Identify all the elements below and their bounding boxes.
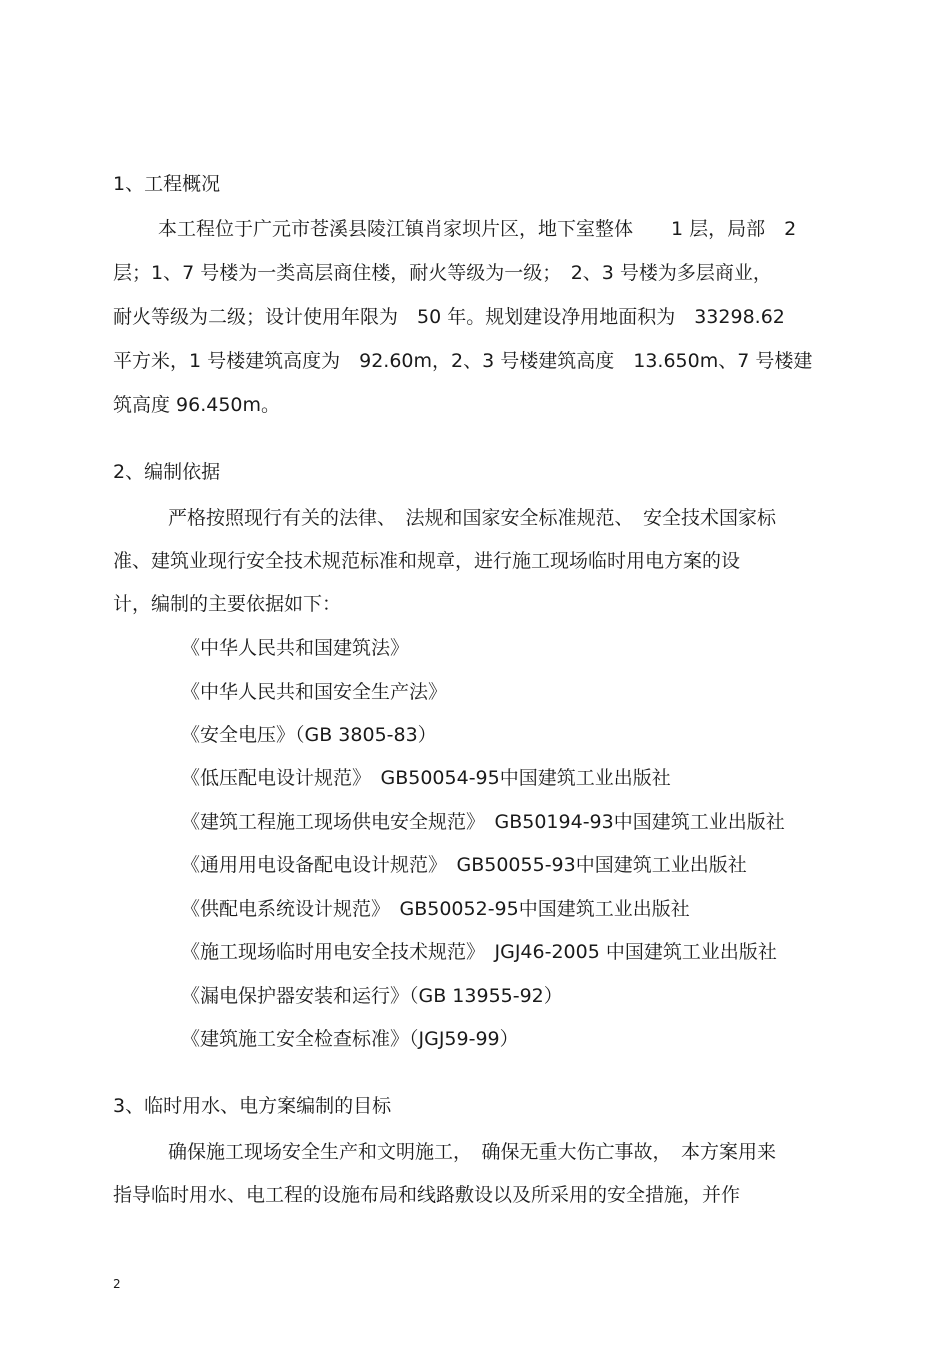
section-3-heading: 3、临时用水、电方案编制的目标 [113,1095,392,1117]
section-2-line-1: 严格按照现行有关的法律、 法规和国家安全标准规范、 安全技术国家标 [168,507,777,529]
page-number: 2 [113,1277,121,1291]
section-2-line-3: 计，编制的主要依据如下： [113,593,342,615]
reference-item: 《施工现场临时用电安全技术规范》 JGJ46-2005 中国建筑工业出版社 [181,941,777,963]
section-3-line-1: 确保施工现场安全生产和文明施工， 确保无重大伤亡事故， 本方案用来 [168,1141,777,1163]
reference-item: 《低压配电设计规范》 GB50054-95中国建筑工业出版社 [181,767,671,789]
section-3-line-2: 指导临时用水、电工程的设施布局和线路敷设以及所采用的安全措施，并作 [113,1184,741,1206]
reference-item: 《安全电压》（GB 3805-83） [181,724,437,746]
section-1-line-2: 层；1、7 号楼为一类高层商住楼，耐火等级为一级； 2、3 号楼为多层商业， [113,262,772,284]
reference-item: 《建筑施工安全检查标准》（JGJ59-99） [181,1028,519,1050]
reference-item: 《供配电系统设计规范》 GB50052-95中国建筑工业出版社 [181,898,690,920]
section-1-line-4: 平方米，1 号楼建筑高度为 92.60m，2、3 号楼建筑高度 13.650m、7 号楼建 [113,350,813,372]
section-1-heading: 1、工程概况 [113,173,221,195]
reference-item: 《中华人民共和国安全生产法》 [181,681,448,703]
reference-item: 《中华人民共和国建筑法》 [181,637,410,659]
section-2-heading: 2、编制依据 [113,461,221,483]
section-1-line-1: 本工程位于广元市苍溪县陵江镇肖家坝片区，地下室整体 1 层，局部 2 [158,218,797,240]
section-1-line-5: 筑高度 96.450m。 [113,394,281,416]
reference-item: 《漏电保护器安装和运行》（GB 13955-92） [181,985,563,1007]
section-1-line-3: 耐火等级为二级；设计使用年限为 50 年。规划建设净用地面积为 33298.62 [113,306,785,328]
reference-item: 《通用用电设备配电设计规范》 GB50055-93中国建筑工业出版社 [181,854,747,876]
section-2-line-2: 准、建筑业现行安全技术规范标准和规章，进行施工现场临时用电方案的设 [113,550,741,572]
reference-item: 《建筑工程施工现场供电安全规范》 GB50194-93中国建筑工业出版社 [181,811,785,833]
